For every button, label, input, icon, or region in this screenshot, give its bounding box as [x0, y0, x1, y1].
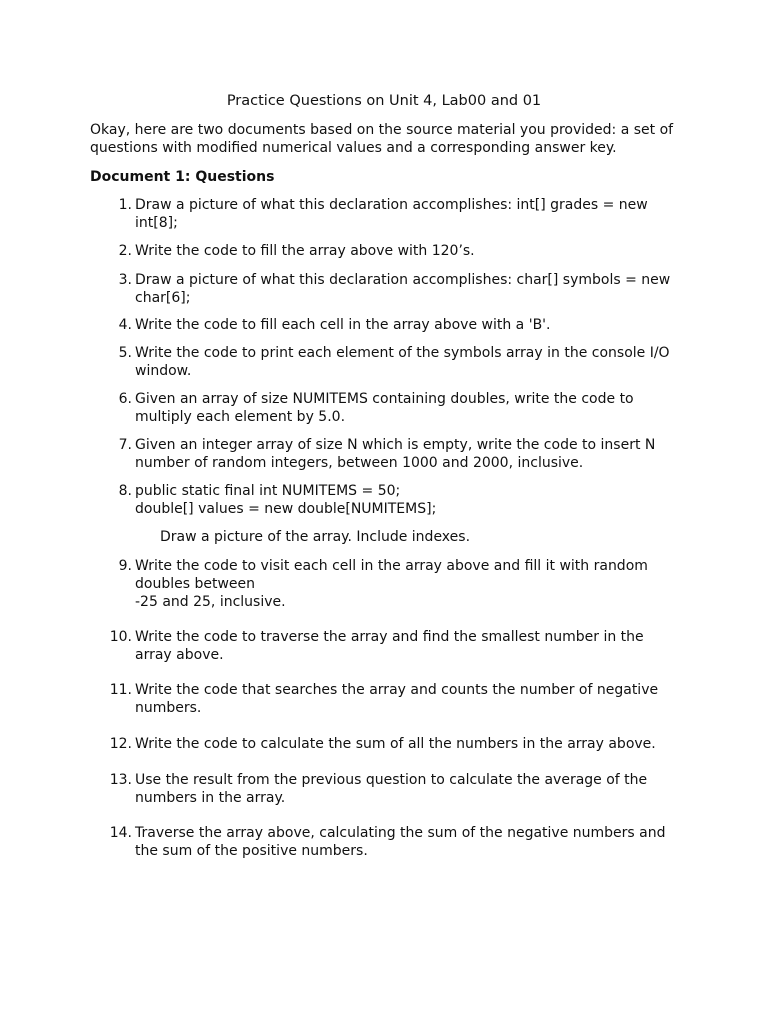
intro-paragraph: Okay, here are two documents based on the source material you provided: a set of questions with modified numerical values and a corresponding answer key. — [90, 122, 674, 156]
question-item — [90, 196, 680, 232]
question-item — [90, 390, 680, 426]
question-number: 6. — [118, 391, 132, 407]
question-number: 13. — [109, 772, 132, 788]
question-text: Draw a picture of what this declaration accomplishes: int[] grades = new int[8]; — [135, 197, 648, 231]
question-number: 5. — [118, 345, 132, 361]
question-number: 12. — [109, 736, 132, 752]
question-item — [90, 482, 680, 546]
question-text: Given an array of size NUMITEMS containing doubles, write the code to multiply each element by 5.0. — [135, 391, 634, 425]
question-text: Write the code to fill the array above with 120’s. — [135, 243, 475, 259]
section-heading: Document 1: Questions — [90, 169, 275, 185]
question-item — [90, 771, 680, 807]
question-text: Draw a picture of what this declaration accomplishes: char[] symbols = new char[6]; — [135, 272, 671, 306]
question-item — [90, 557, 680, 611]
question-text: Write the code to visit each cell in the array above and fill it with random doubles between -25 and 25, inclusive. — [135, 558, 648, 610]
question-number: 8. — [118, 483, 132, 499]
question-number: 3. — [118, 272, 132, 288]
question-text: Write the code to traverse the array and find the smallest number in the array above. — [135, 629, 644, 663]
question-number: 7. — [118, 437, 132, 453]
question-text: public static final int NUMITEMS = 50; double[] values = new double[NUMITEMS]; — [135, 483, 437, 517]
question-text: Write the code to print each element of the symbols array in the console I/O window. — [135, 345, 670, 379]
question-item — [90, 681, 680, 717]
question-number: 10. — [109, 629, 132, 645]
question-number: 2. — [118, 243, 132, 259]
question-item — [90, 242, 680, 260]
question-number: 1. — [118, 197, 132, 213]
question-subtext: Draw a picture of the array. Include indexes. — [160, 529, 471, 545]
question-item — [90, 824, 680, 860]
question-item — [90, 436, 680, 472]
question-number: 11. — [109, 682, 132, 698]
question-item — [90, 316, 680, 334]
page-title: Practice Questions on Unit 4, Lab00 and 01 — [226, 93, 542, 109]
question-text: Write the code to calculate the sum of all the numbers in the array above. — [135, 736, 656, 752]
question-item — [90, 344, 680, 380]
question-item — [90, 271, 680, 307]
question-number: 14. — [109, 825, 132, 841]
question-number: 4. — [118, 317, 132, 333]
question-text: Write the code that searches the array and counts the number of negative numbers. — [135, 682, 659, 716]
question-text: Use the result from the previous question to calculate the average of the numbers in the array. — [135, 772, 648, 806]
question-item — [90, 628, 680, 664]
question-text: Traverse the array above, calculating the sum of the negative numbers and the sum of the positive numbers. — [135, 825, 666, 859]
question-number: 9. — [118, 558, 132, 574]
question-item — [90, 735, 680, 753]
question-text: Write the code to fill each cell in the array above with a 'B'. — [135, 317, 551, 333]
question-text: Given an integer array of size N which is empty, write the code to insert N number of random integers, between 1000 and 2000, inclusive. — [135, 437, 656, 471]
